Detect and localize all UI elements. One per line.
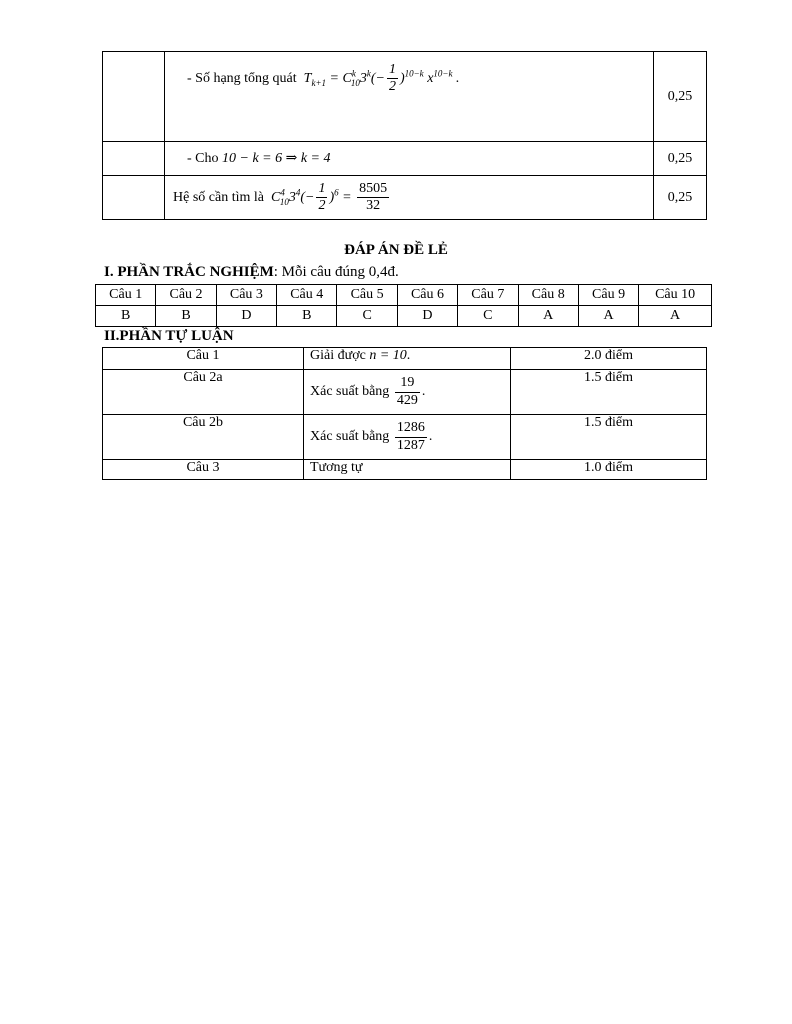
fraction-numerator: 19 — [395, 375, 420, 392]
question-header: Câu 6 — [397, 285, 457, 306]
fraction-denominator: 1287 — [396, 437, 425, 453]
question-header: Câu 2 — [156, 285, 216, 306]
general-term-cell — [165, 52, 654, 142]
table-row — [103, 415, 707, 460]
question-header: Câu 10 — [639, 285, 712, 306]
solution-cell: Xác suất bằng $\frac{19}{429}$ . — [304, 370, 511, 415]
question-cell: Câu 3 — [103, 460, 304, 480]
question-cell: Câu 2b — [103, 415, 304, 460]
coefficient-cell — [165, 176, 654, 220]
solution-math: n = 10 — [369, 348, 407, 363]
answer-cell: C — [458, 306, 518, 327]
multiple-choice-answer-table — [95, 284, 712, 327]
answer-cell: D — [397, 306, 457, 327]
solution-text: Tương tự — [310, 460, 363, 475]
answer-row — [96, 306, 712, 327]
table-row — [103, 348, 707, 370]
condition-cell — [165, 142, 654, 176]
question-header-row — [96, 285, 712, 306]
general-term-formula: $T_{k+1} = C^k_{10}3^k(-$ $\frac{1}{2}$ )$^{10-k}$ $x^{10-k}$ . — [300, 62, 460, 95]
answer-cell: B — [277, 306, 337, 327]
section1-title — [104, 264, 399, 281]
solution-cell: Giải được n = 10. — [304, 348, 511, 370]
essay-scoring-table — [102, 347, 707, 480]
table-cell-empty — [103, 52, 165, 142]
question-header: Câu 5 — [337, 285, 397, 306]
coefficient-label: Hệ số cần tìm là — [173, 189, 264, 205]
points-cell: 1.5 điểm — [511, 370, 707, 415]
condition-label: - Cho — [187, 151, 219, 166]
answer-cell: B — [156, 306, 216, 327]
answer-cell: A — [639, 306, 712, 327]
scoring-table-continued — [102, 51, 707, 220]
answer-cell: A — [578, 306, 638, 327]
question-cell: Câu 2a — [103, 370, 304, 415]
answer-key-heading: ĐÁP ÁN ĐỀ LẺ — [344, 242, 448, 258]
question-header: Câu 7 — [458, 285, 518, 306]
fraction-numerator: 1286 — [395, 420, 427, 437]
section2-title: II.PHẦN TỰ LUẬN — [104, 328, 234, 344]
answer-cell: B — [96, 306, 156, 327]
table-row — [103, 370, 707, 415]
solution-text: Xác suất bằng — [310, 384, 390, 400]
answer-cell: A — [518, 306, 578, 327]
solution-cell: Xác suất bằng $\frac{1286}{1287}$ . — [304, 415, 511, 460]
result-numerator: 8505 — [357, 181, 389, 198]
points-cell: 2.0 điểm — [511, 348, 707, 370]
fraction-denominator: 429 — [396, 392, 418, 408]
points-cell: 1.0 điểm — [511, 460, 707, 480]
solution-text: Giải được — [310, 348, 366, 363]
table-cell-empty — [103, 142, 165, 176]
answer-cell: C — [337, 306, 397, 327]
score-cell: 0,25 — [654, 142, 707, 176]
question-header: Câu 8 — [518, 285, 578, 306]
solution-text: Xác suất bằng — [310, 429, 390, 445]
table-cell-empty — [103, 176, 165, 220]
score-cell: 0,25 — [654, 52, 707, 142]
coefficient-formula: $C^4_{10}3^4(-$ $\frac{1}{2}$ )$^6$ = $\frac{8505}{32}$ — [267, 180, 388, 213]
result-denominator: 32 — [366, 198, 381, 213]
question-header: Câu 4 — [277, 285, 337, 306]
question-header: Câu 3 — [216, 285, 276, 306]
solution-cell — [304, 460, 511, 480]
points-cell: 1.5 điểm — [511, 415, 707, 460]
general-term-label: - Số hạng tổng quát — [187, 70, 297, 86]
answer-cell: D — [216, 306, 276, 327]
table-row — [103, 460, 707, 480]
question-cell: Câu 1 — [103, 348, 304, 370]
question-header: Câu 1 — [96, 285, 156, 306]
score-cell: 0,25 — [654, 176, 707, 220]
section1-note: : Mỗi câu đúng 0,4đ. — [273, 264, 399, 280]
question-header: Câu 9 — [578, 285, 638, 306]
section1-label: I. PHẦN TRẮC NGHIỆM — [104, 264, 274, 280]
condition-formula: 10 − k = 6 ⇒ k = 4 — [222, 151, 331, 166]
